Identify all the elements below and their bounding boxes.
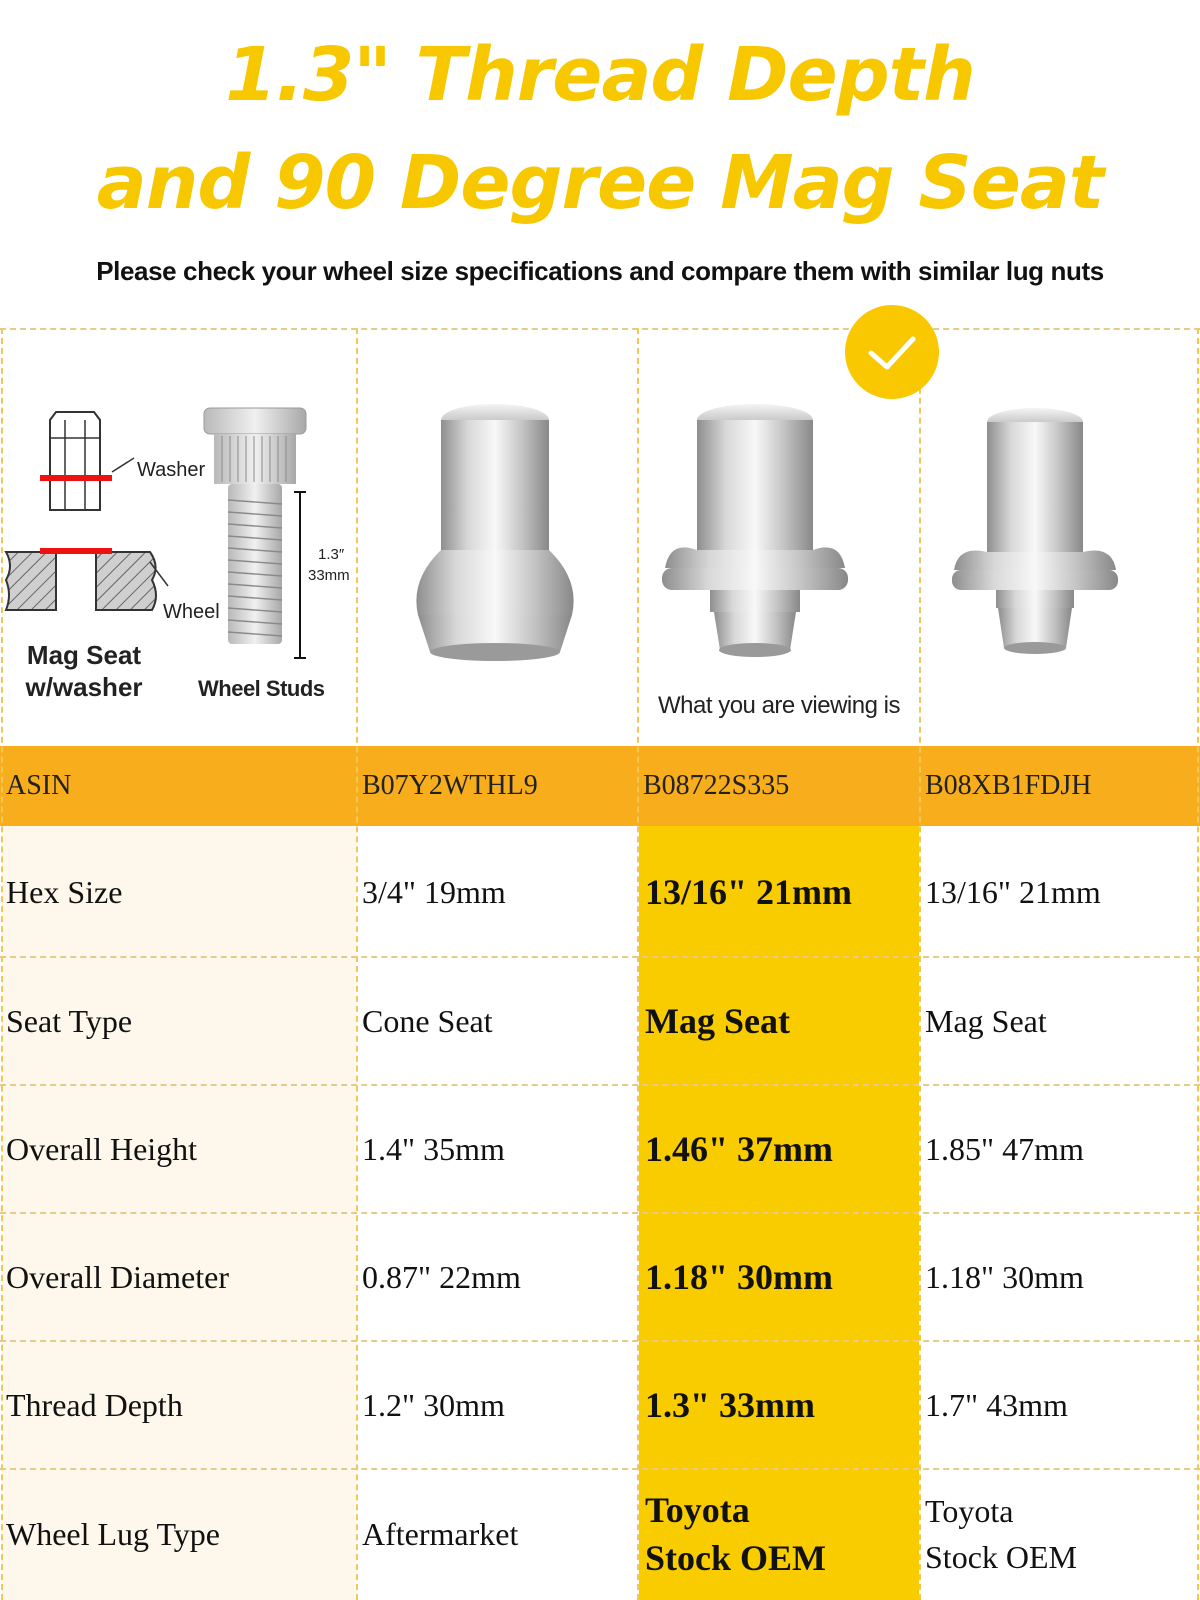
- lug-nut-images: [400, 400, 1180, 690]
- row-label-thread-depth: Thread Depth: [6, 1386, 183, 1423]
- grid-line: [1197, 328, 1199, 1600]
- lug-nut-mag-seat-icon: [662, 404, 848, 657]
- asin-value: B08XB1FDJH: [925, 770, 1092, 801]
- wheel-studs-label: Wheel Studs: [198, 676, 325, 701]
- cell-value-highlight: 1.3" 33mm: [645, 1385, 815, 1425]
- mag-seat-label: Mag Seat: [26, 640, 142, 670]
- grid-line: [0, 328, 1200, 330]
- washer-label: Washer: [137, 459, 206, 481]
- cell-value-highlight: 13/16" 21mm: [645, 872, 852, 912]
- dimension-mm: 33mm: [308, 567, 350, 584]
- lug-type-line: Toyota: [925, 1493, 1014, 1529]
- row-label-seat-type: Seat Type: [6, 1002, 133, 1039]
- row-label-overall-height: Overall Height: [6, 1130, 198, 1167]
- cell-value: 1.2" 30mm: [362, 1386, 505, 1423]
- dimension-inch: 1.3″: [318, 546, 345, 563]
- subtitle: Please check your wheel size specifications and compare them with similar lug nuts: [96, 256, 1104, 286]
- lug-type-line: Stock OEM: [645, 1538, 827, 1578]
- cell-value: Cone Seat: [362, 1002, 493, 1039]
- cell-value: Aftermarket: [362, 1515, 519, 1552]
- cell-value: 13/16" 21mm: [925, 873, 1101, 910]
- asin-label: ASIN: [6, 770, 72, 801]
- row-label-overall-diameter: Overall Diameter: [6, 1258, 229, 1295]
- cell-value: 1.7" 43mm: [925, 1386, 1068, 1423]
- asin-value: B08722S335: [643, 770, 790, 801]
- cell-value: 1.4" 35mm: [362, 1130, 505, 1167]
- lug-nut-outline-icon: [40, 412, 112, 510]
- lug-nut-mag-seat-tall-icon: [952, 408, 1118, 654]
- cell-value: 3/4" 19mm: [362, 873, 506, 910]
- viewing-note: What you are viewing is: [658, 692, 900, 719]
- headline-line-2: and 90 Degree Mag Seat: [96, 140, 1104, 226]
- lug-type-line: Stock OEM: [925, 1539, 1077, 1575]
- cell-value-highlight: [645, 1470, 826, 1598]
- lug-type-line: Toyota: [645, 1490, 750, 1530]
- cell-value: 1.18" 30mm: [925, 1258, 1084, 1295]
- headline-line-1: 1.3" Thread Depth: [225, 32, 975, 118]
- row-label-wheel-lug-type: Wheel Lug Type: [6, 1515, 220, 1552]
- cell-value-highlight: 1.46" 37mm: [645, 1129, 833, 1169]
- cell-value: [925, 1470, 1077, 1598]
- dimension-marker-icon: [294, 492, 306, 658]
- wheel-label: Wheel: [163, 601, 220, 623]
- grid-line: [356, 328, 358, 1600]
- cell-value: Mag Seat: [925, 1002, 1047, 1039]
- selected-check-badge: [845, 305, 939, 399]
- checkmark-icon: [845, 305, 939, 399]
- cell-value: 1.85" 47mm: [925, 1130, 1084, 1167]
- mag-seat-label: w/washer: [25, 672, 143, 702]
- cell-value-highlight: 1.18" 30mm: [645, 1257, 833, 1297]
- cell-value: 0.87" 22mm: [362, 1258, 521, 1295]
- asin-value: B07Y2WTHL9: [362, 770, 538, 801]
- row-label-hex-size: Hex Size: [6, 873, 123, 910]
- lug-nut-cone-seat-icon: [416, 404, 573, 661]
- cell-value-highlight: Mag Seat: [645, 1001, 790, 1041]
- wheel-section-icon: [6, 548, 156, 610]
